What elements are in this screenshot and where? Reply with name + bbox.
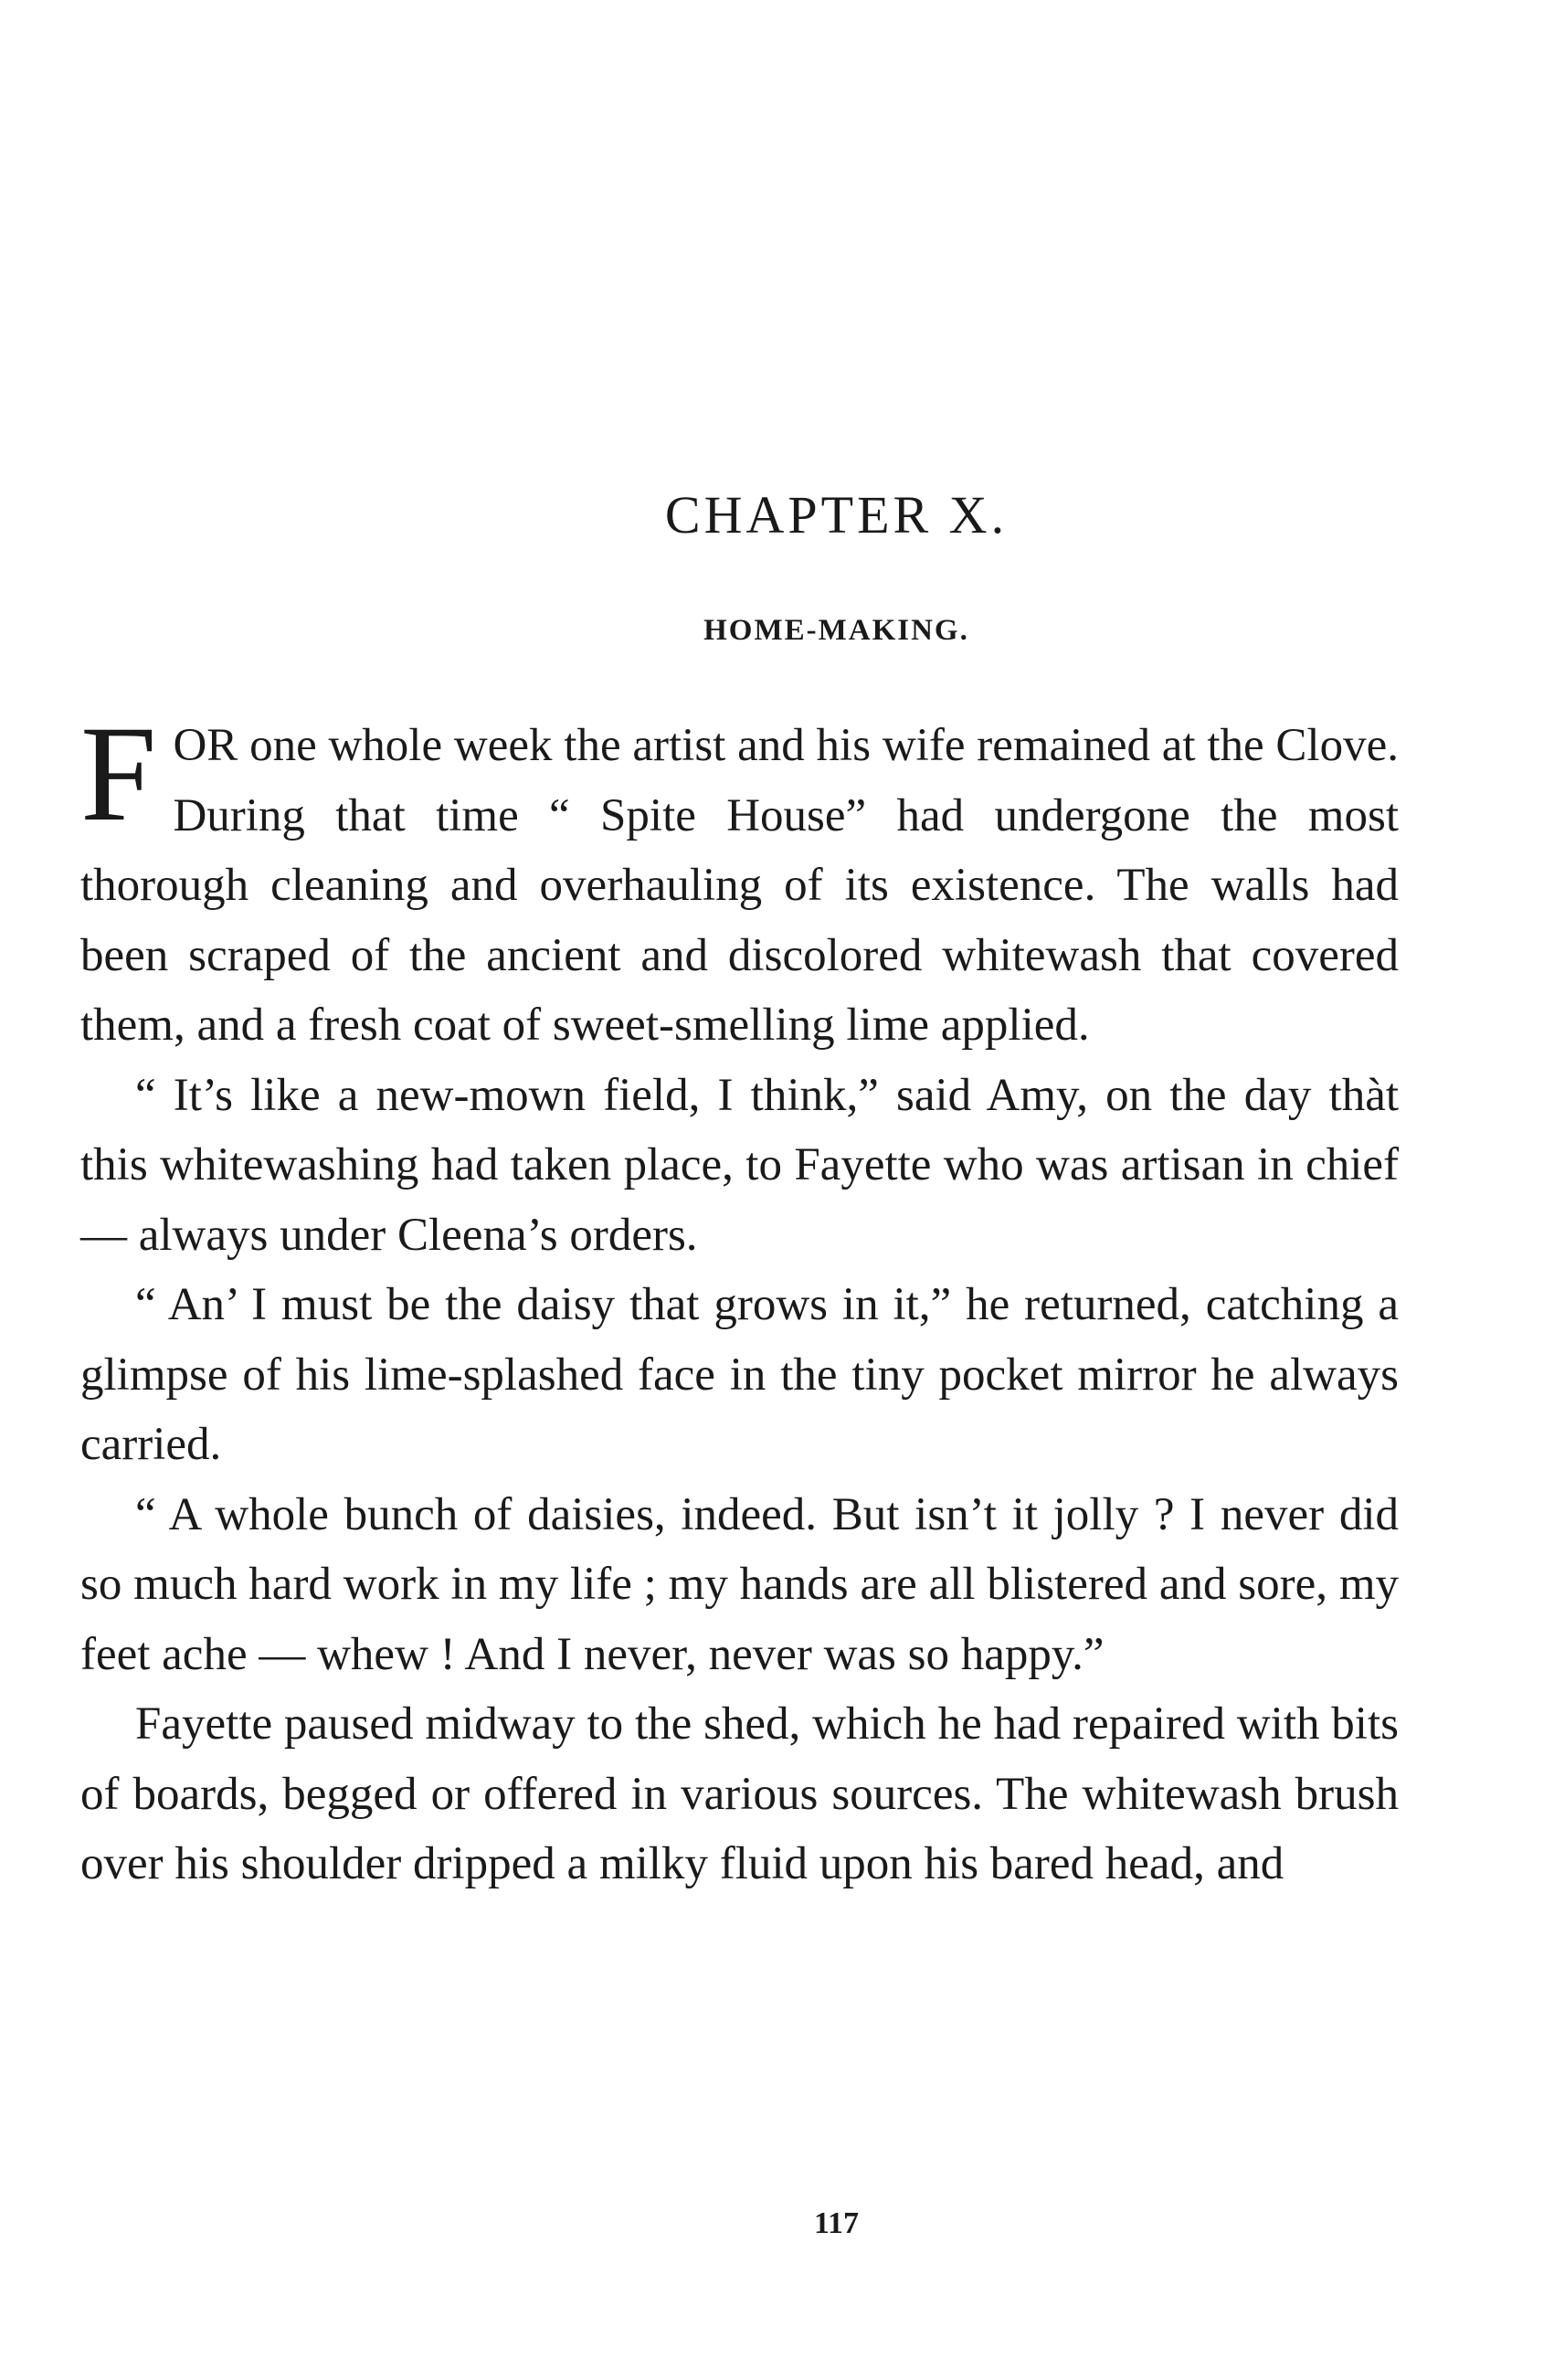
paragraph-3: “ An’ I must be the daisy that grows in it,” he returned, catching a glimpse of his lime-splashed face in the tiny pocket mirror he always carried. bbox=[80, 1279, 1399, 1470]
chapter-title: CHAPTER X. bbox=[664, 485, 1009, 545]
page-number: 117 bbox=[813, 2206, 860, 2240]
body-text bbox=[80, 698, 1399, 1899]
paragraph-1 bbox=[80, 698, 1399, 1061]
chapter-subtitle: HOME-MAKING. bbox=[703, 614, 969, 647]
paragraph-4: “ A whole bunch of daisies, indeed. But isn’t it jolly ? I never did so much hard work in my life ; my hands are all blistered and sore, my feet ache — whew ! And I never, never was so happy.” bbox=[80, 1488, 1399, 1680]
paragraph-5: Fayette paused midway to the shed, which he had repaired with bits of boards, begged or offered in various sources. The whitewash brush over his shoulder dripped a milky fluid upon his bared head, and bbox=[80, 1698, 1399, 1889]
drop-cap: F bbox=[80, 698, 157, 850]
paragraph-1-text: OR one whole week the artist and his wife remained at the Clove. During that time “ Spite House” had undergone the most thorough cleaning and overhauling of its existence. The walls had been scraped of the ancient and discolored whitewash that covered them, and a fresh coat of sweet-smelling lime applied. bbox=[80, 720, 1399, 1051]
paragraph-2: “ It’s like a new-mown field, I think,” said Amy, on the day thàt this whitewashing had taken place, to Fayette who was artisan in chief — always under Cleena’s orders. bbox=[80, 1069, 1399, 1261]
